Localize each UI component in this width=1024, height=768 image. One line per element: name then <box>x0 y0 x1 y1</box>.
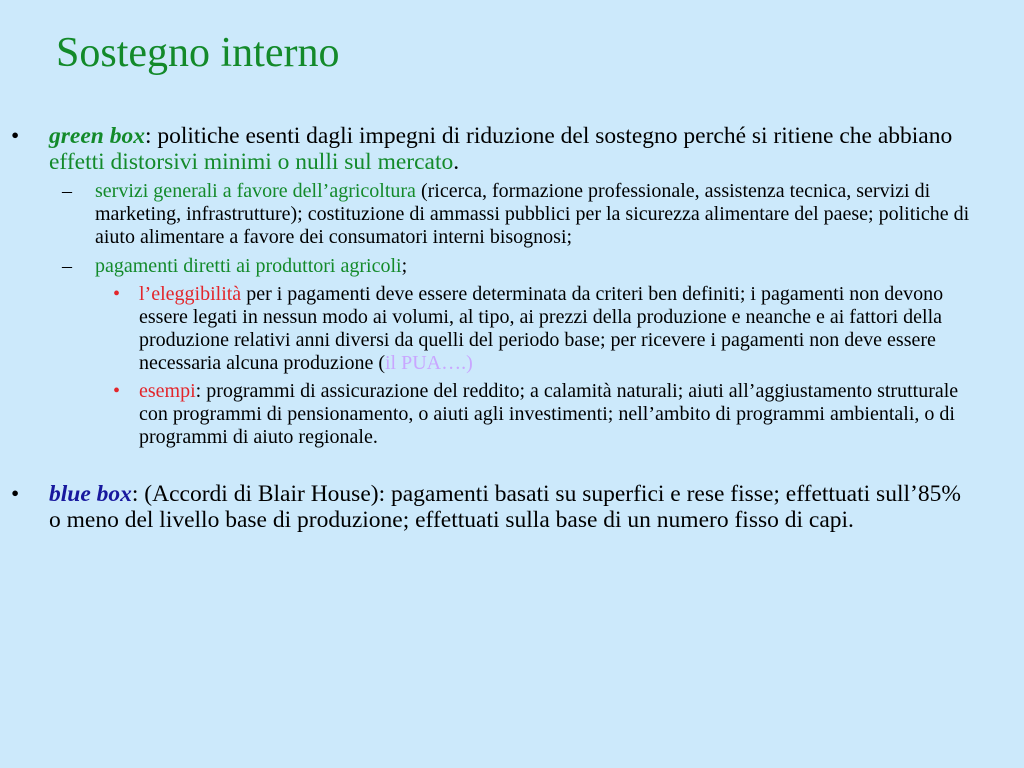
sub-bullet-servizi <box>0 180 985 249</box>
bullet-green-box <box>0 123 969 175</box>
sub-bullet-highlight: servizi generali a favore dell’agricoltura <box>95 180 416 202</box>
slide-title: Sostegno interno <box>56 30 340 76</box>
bullet-marker: • <box>113 380 121 402</box>
sub-bullet-text: (ricerca, formazione professionale, assistenza tecnica, servizi di marketing, infrastrutture); costituzione di ammassi pubblici per la sicurezza alimentare del paese; politiche di aiuto alimentare a favore dei consumatori interni bisognosi; <box>95 180 970 248</box>
dash-marker: – <box>62 180 72 202</box>
subsub-highlight: esempi <box>139 380 196 402</box>
blue-box-text: : (Accordi di Blair House): pagamenti basati su superfici e rese fisse; effettuati sull’85% o meno del livello base di produzione; effettuati sulla base di un numero fisso di capi. <box>49 481 961 533</box>
green-box-highlight: effetti distorsivi minimi o nulli sul mercato <box>49 149 454 175</box>
subsub-text: per i pagamenti deve essere determinata da criteri ben definiti; i pagamenti non devono essere legati in nessun modo ai volumi, al tipo, ai prezzi della produzione e neanche e ai fattori della produzione relativi anni diversi da quelli del periodo base; per ricevere i pagamenti non deve essere necessaria alcuna produzione ( <box>139 283 944 374</box>
bullet-marker: • <box>11 123 20 149</box>
sub-bullet-highlight: pagamenti diretti ai produttori agricoli <box>95 255 402 277</box>
sub-bullet-text: ; <box>401 255 408 277</box>
green-box-text-1: politiche esenti dagli impegni di riduzione del sostegno perché si ritiene che abbiano <box>151 123 953 149</box>
subsub-bullet-eleggibilita <box>0 283 964 375</box>
green-box-text-2: . <box>453 149 460 175</box>
subsub-highlight: l’eleggibilità <box>139 283 242 305</box>
bullet-marker: • <box>11 481 20 507</box>
bullet-marker: • <box>113 283 121 305</box>
subsub-faded: il PUA….) <box>385 352 473 374</box>
subsub-bullet-esempi <box>0 380 964 449</box>
blue-box-term: blue box <box>49 481 132 507</box>
sub-bullet-pagamenti <box>0 255 985 278</box>
bullet-blue-box <box>0 481 969 533</box>
dash-marker: – <box>62 255 72 277</box>
green-box-colon: : <box>144 123 152 149</box>
subsub-text: : programmi di assicurazione del reddito; a calamità naturali; aiuti all’aggiustamento strutturale con programmi di pensionamento, o aiuti agli investimenti; nell’ambito di programmi ambientali, o di programmi di aiuto regionale. <box>139 380 959 448</box>
green-box-term: green box <box>49 123 145 149</box>
slide-content <box>0 123 1024 533</box>
